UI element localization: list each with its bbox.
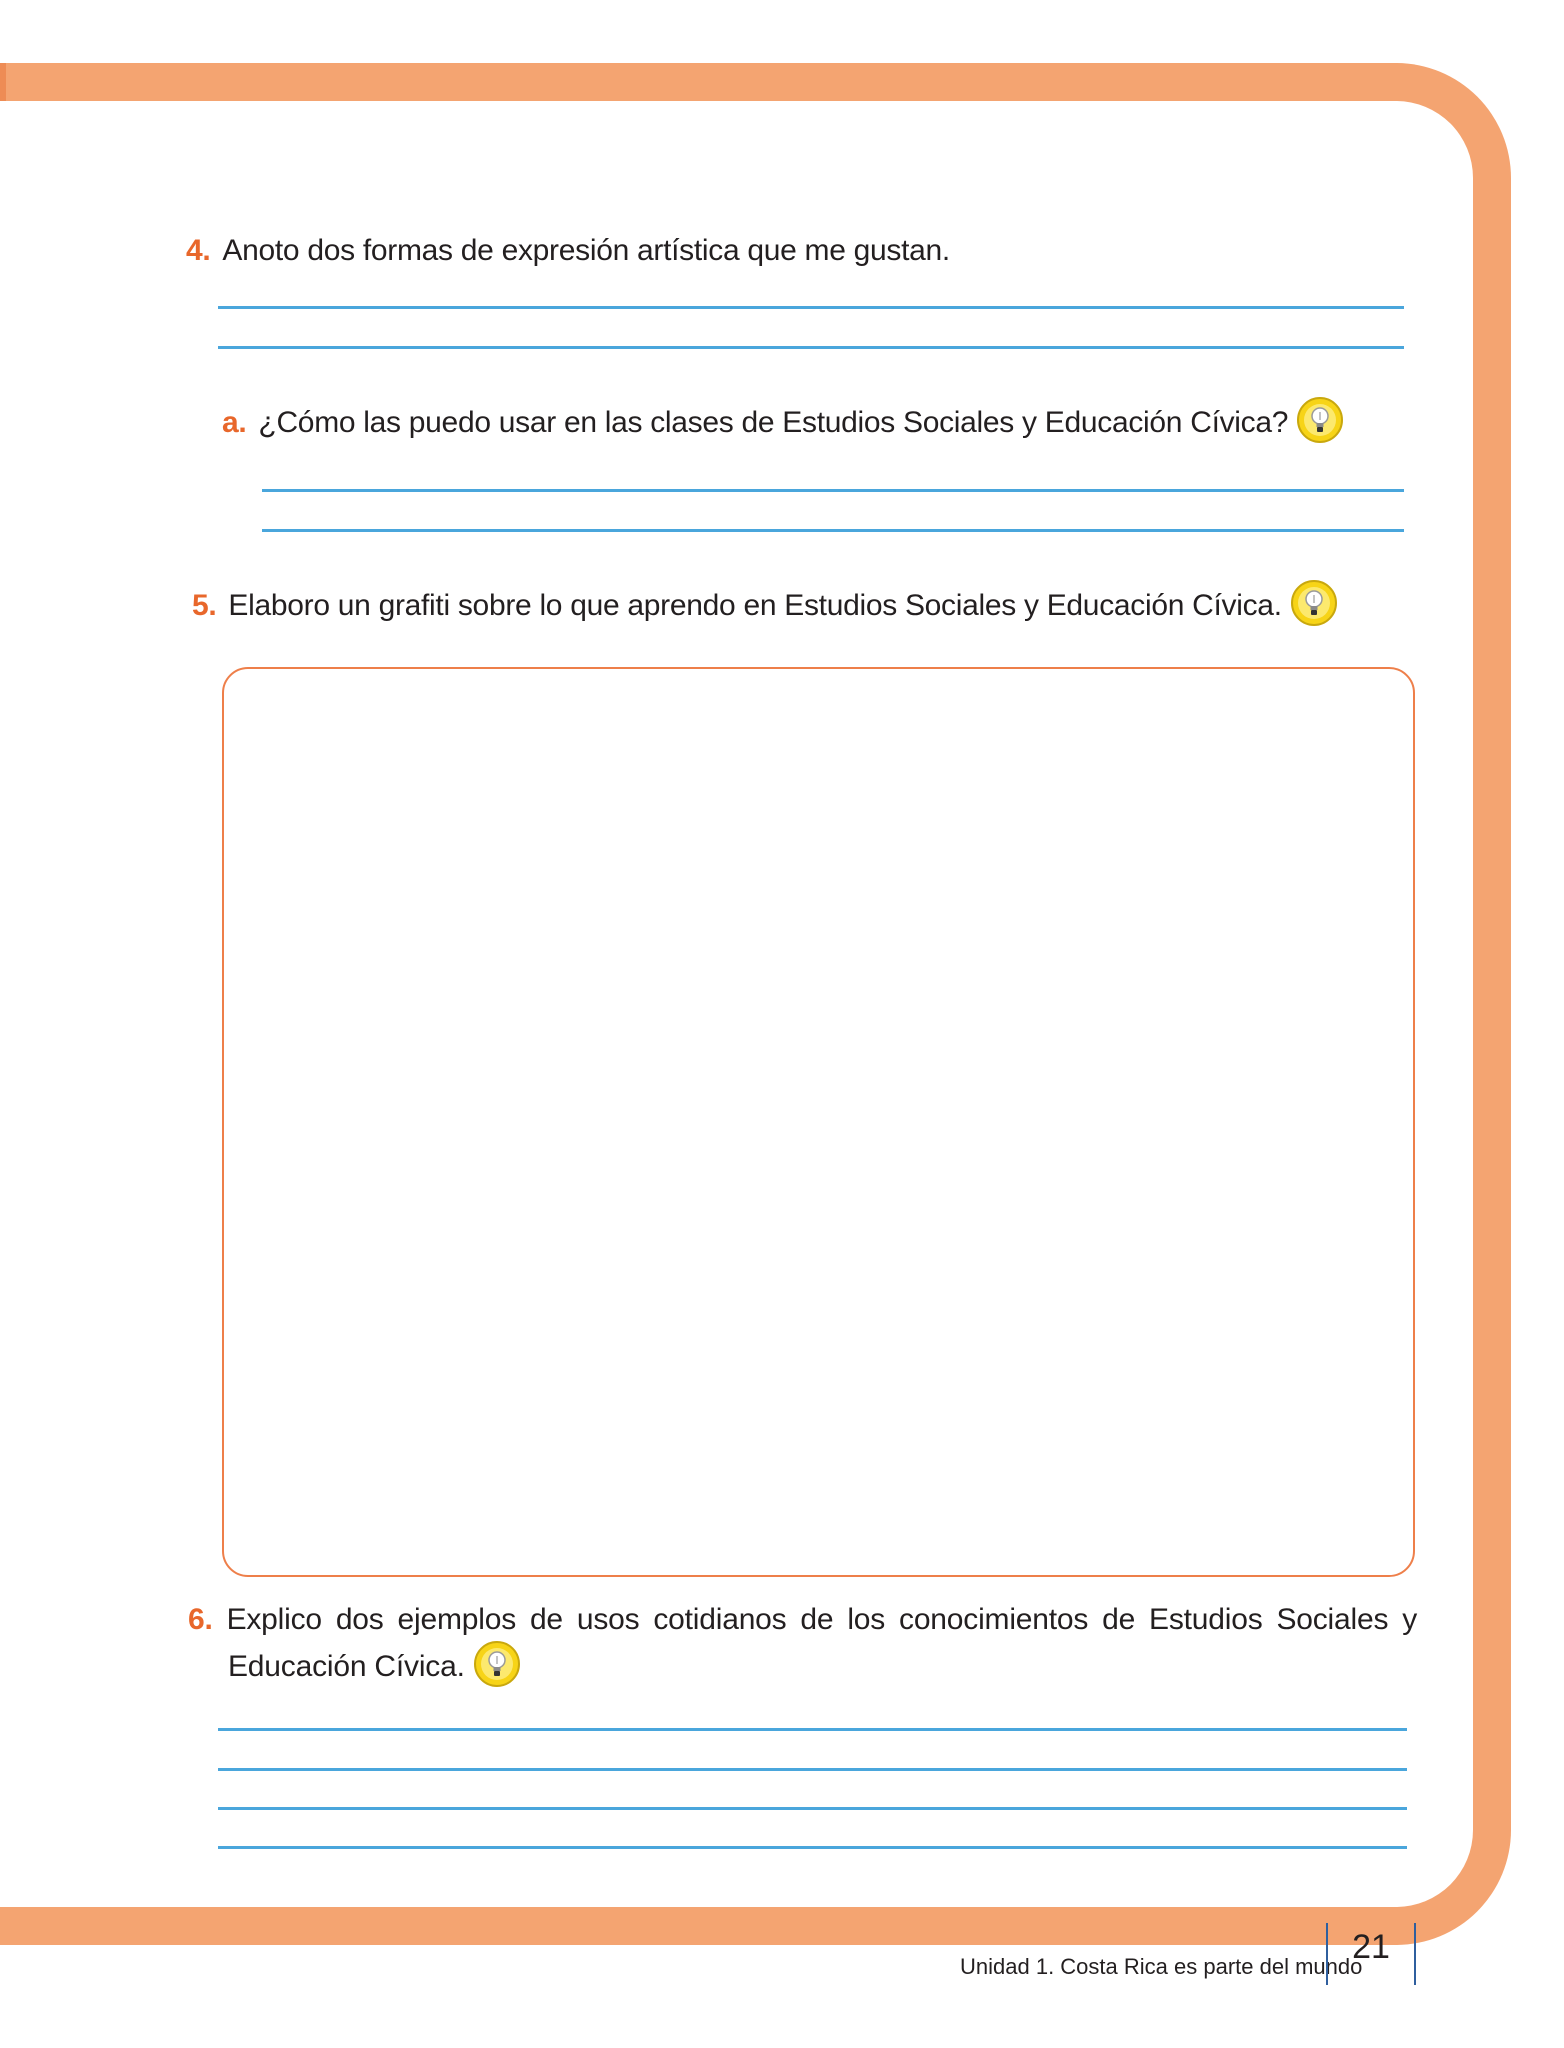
question-6-word: de <box>529 1603 563 1636</box>
answer-line[interactable] <box>262 529 1404 532</box>
page-number: 21 <box>1352 1928 1390 1966</box>
question-6-word: los <box>847 1603 886 1636</box>
question-6-word: de <box>1102 1603 1136 1636</box>
answer-line[interactable] <box>218 1728 1407 1731</box>
question-6-line-1 <box>188 1598 1417 1642</box>
question-6-word: y <box>1402 1603 1417 1636</box>
question-5-text: Elaboro un grafiti sobre lo que aprendo en Estudios Sociales y Educación Cívica. <box>228 588 1282 622</box>
question-4 <box>186 229 950 273</box>
answer-line[interactable] <box>218 1846 1407 1849</box>
question-4a-letter: a. <box>222 405 247 439</box>
question-4-text: Anoto dos formas de expresión artística que me gustan. <box>222 234 950 267</box>
question-4a-text: ¿Cómo las puedo usar en las clases de Estudios Sociales y Educación Cívica? <box>258 405 1289 439</box>
question-6-word: Estudios <box>1149 1603 1263 1636</box>
question-6-word: Explico <box>226 1603 322 1636</box>
question-6-word: de <box>800 1603 834 1636</box>
question-6-word: cotidianos <box>653 1603 787 1636</box>
answer-line[interactable] <box>218 346 1404 349</box>
answer-line[interactable] <box>262 489 1404 492</box>
question-6-number: 6. <box>188 1603 213 1636</box>
lightbulb-icon <box>1290 579 1338 627</box>
graffiti-drawing-area[interactable] <box>222 667 1415 1577</box>
answer-line[interactable] <box>218 1807 1407 1810</box>
lightbulb-icon <box>1296 396 1344 444</box>
question-5-number: 5. <box>192 588 217 622</box>
answer-line[interactable] <box>218 1768 1407 1771</box>
question-4-number: 4. <box>186 234 211 267</box>
question-5 <box>192 583 1338 631</box>
lightbulb-icon <box>473 1640 521 1688</box>
question-6-text-line-2: Educación Cívica. <box>228 1649 465 1683</box>
question-6 <box>188 1598 1417 1692</box>
question-6-word: Sociales <box>1276 1603 1389 1636</box>
footer-unit-title: Unidad 1. Costa Rica es parte del mundo <box>960 1954 1363 1979</box>
question-6-word: conocimientos <box>899 1603 1089 1636</box>
question-6-word: dos <box>335 1603 384 1636</box>
question-6-word: ejemplos <box>397 1603 516 1636</box>
question-4a <box>222 400 1344 448</box>
question-6-word: usos <box>576 1603 640 1636</box>
question-6-line-2 <box>188 1644 1417 1692</box>
page-frame-edge <box>0 63 6 101</box>
answer-line[interactable] <box>218 306 1404 309</box>
